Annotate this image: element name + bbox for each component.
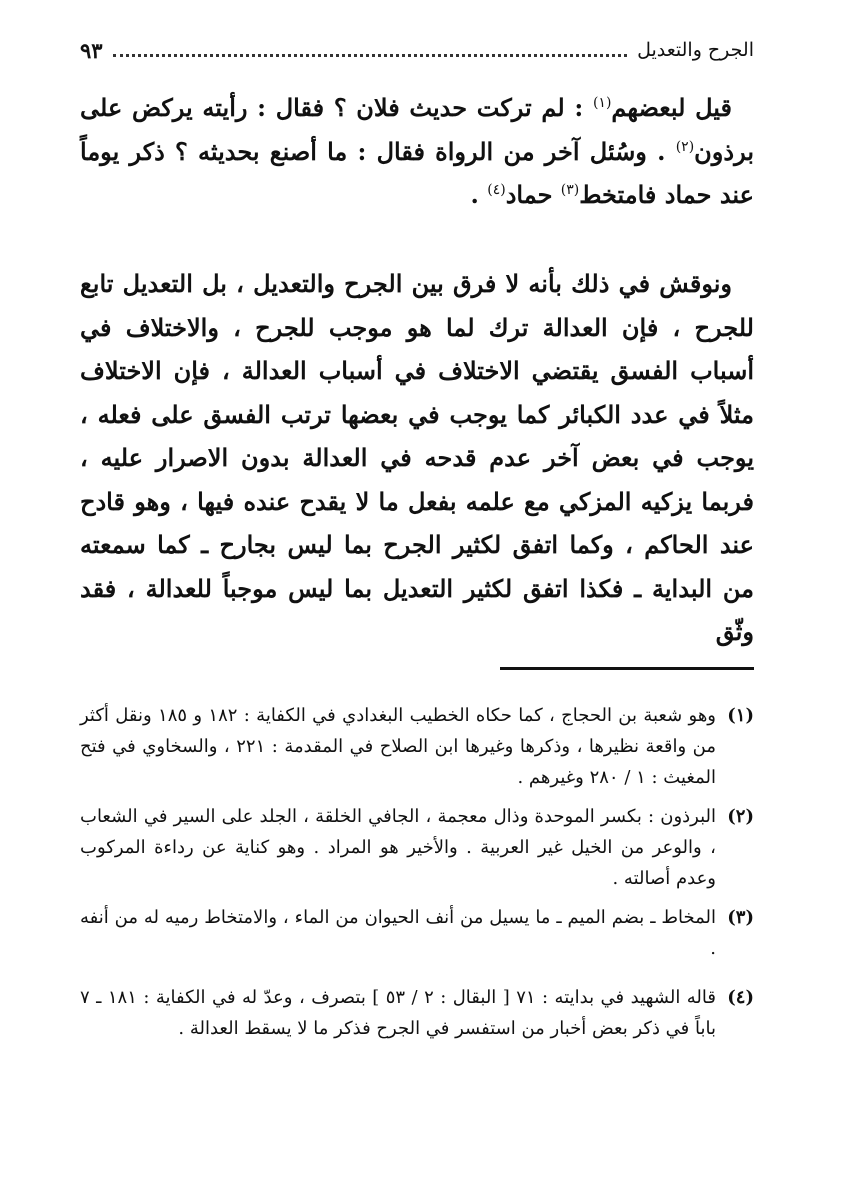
footnote-number: (٣) bbox=[727, 907, 754, 928]
footnote-4 bbox=[80, 982, 754, 1044]
footnote-number: (٤) bbox=[727, 987, 754, 1008]
paragraph-2-text: ونوقش في ذلك بأنه لا فرق بين الجرح والتعديل ، بل التعديل تابع للجرح ، فإن العدالة ترك لما هو موجب للجرح ، والاختلاف في أسباب الفسق يقتضي الاختلاف في أسباب العدالة ، فإن الاختلاف مثلاً في عدد الكبائر كما يوجب في بعضها ترتب الفسق على فعله ، يوجب في بعض آخر عدم قدحه في العدالة بدون الاصرار عليه ، فربما يزكيه المزكي مع علمه بفعل ما لا يقدح عنده فيها ، وهو قادح عند الحاكم ، وكما اتفق لكثير الجرح بما ليس بجارح ـ كما سمعته من البداية ـ فكذا اتفق لكثير التعديل بما ليس موجباً للعدالة ، فقد وثّق bbox=[80, 269, 754, 646]
footnote-text: البرذون : بكسر الموحدة وذال معجمة ، الجافي الخلقة ، الجلد على السير في الشعاب ، والوعر من الخيل غير العربية . والأخير هو المراد . وهو كناية عن رداءة المركوب وعدم أصالته . bbox=[80, 806, 716, 889]
header-leader-dots bbox=[113, 54, 628, 57]
paragraph-2 bbox=[80, 262, 754, 654]
footnote-ref-3: (٣) bbox=[560, 182, 580, 198]
paragraph-1-seg3: . وسُئل آخر من الرواة فقال : ما أصنع بحديثه ؟ ذكر يوماً عند حماد فامتخط bbox=[80, 136, 754, 209]
footnote-text: وهو شعبة بن الحجاج ، كما حكاه الخطيب البغدادي في الكفاية : ١٨٢ و ١٨٥ ونقل أكثر من واقعة نظيرها ، وذكرها وغيرها ابن الصلاح في المقدمة : ٢٢١ ، والسخاوي في فتح المغيث : ١ / ٢٨٠ وغيرهم . bbox=[80, 705, 716, 788]
paragraph-1-seg4: حماد bbox=[505, 180, 561, 209]
paragraph-1-seg5: . bbox=[470, 180, 488, 209]
footnote-1 bbox=[80, 700, 754, 793]
footnote-text: قاله الشهيد في بدايته : ٧١ [ البقال : ٢ / ٥٣ ] بتصرف ، وعدّ له في الكفاية : ١٨١ ـ ٧ باباً في ذكر بعض أخبار من استفسر في الجرح فذكر ما لا يسقط العدالة . bbox=[80, 987, 716, 1039]
paragraph-1 bbox=[80, 86, 754, 217]
running-header bbox=[80, 34, 754, 66]
footnote-number: (٢) bbox=[727, 806, 754, 827]
footnotes bbox=[80, 700, 754, 1052]
running-title: الجرح والتعديل bbox=[637, 39, 754, 61]
footnote-2 bbox=[80, 801, 754, 894]
paragraph-1-seg2: : لم تركت حديث فلان ؟ فقال : رأيته يركض على برذون bbox=[80, 93, 754, 166]
paragraph-1-text bbox=[80, 86, 754, 217]
footnote-divider bbox=[500, 667, 754, 670]
footnote-text: المخاط ـ بضم الميم ـ ما يسيل من أنف الحيوان من الماء ، والامتخاط رميه له من أنفه . bbox=[80, 907, 717, 959]
footnote-3 bbox=[80, 902, 754, 964]
paragraph-1-seg1: قيل لبعضهم bbox=[611, 93, 732, 122]
page-number: ٩٣ bbox=[80, 37, 103, 63]
footnote-ref-1: (١) bbox=[592, 95, 612, 111]
footnote-ref-2: (٢) bbox=[675, 138, 695, 155]
footnote-number: (١) bbox=[727, 705, 754, 726]
footnote-ref-4: (٤) bbox=[487, 182, 506, 198]
